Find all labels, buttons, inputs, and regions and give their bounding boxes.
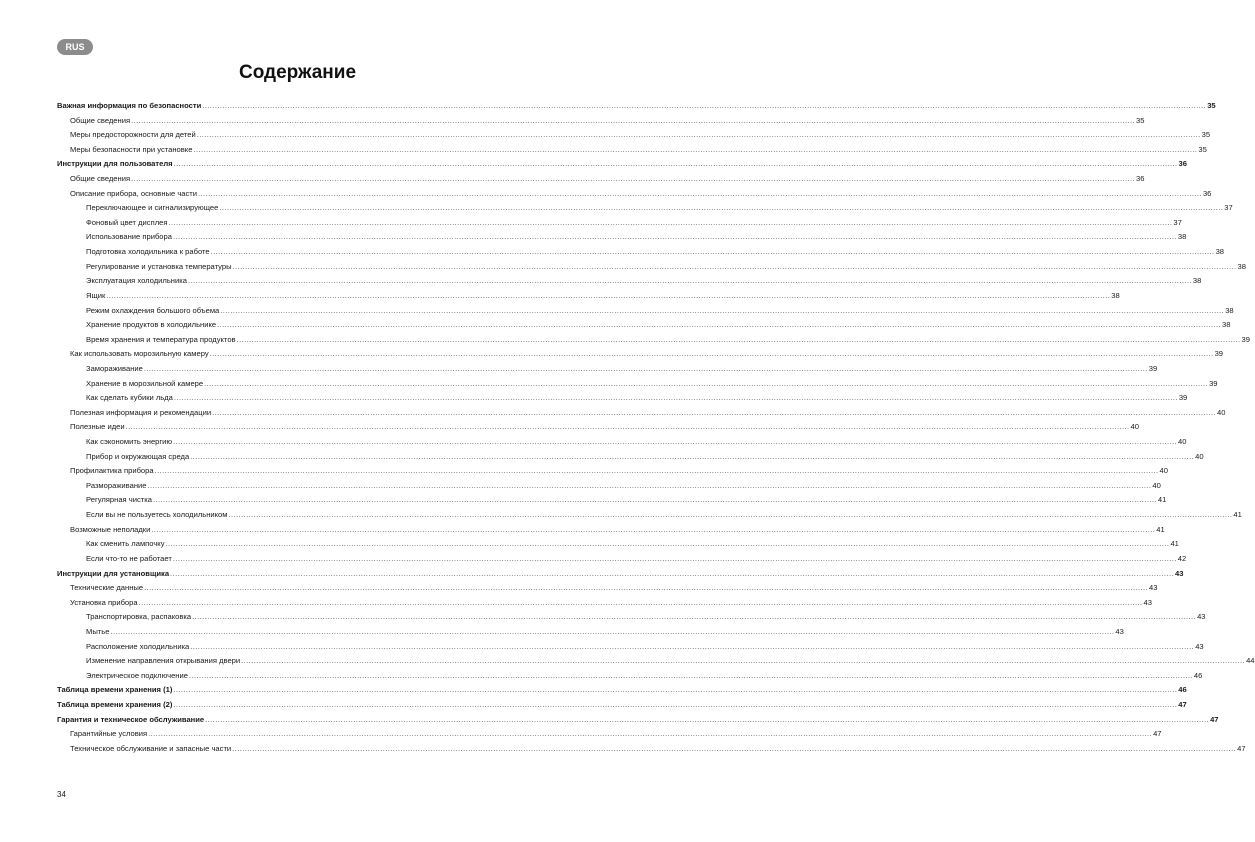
toc-entry-page: 36 [1178,159,1187,169]
toc-entry[interactable] [57,567,1184,582]
toc-entry-page: 35 [1201,130,1211,140]
toc-entry[interactable] [57,362,1158,377]
toc-entry-page: 36 [1202,188,1212,198]
toc-entry[interactable] [57,654,1255,669]
toc-entry[interactable] [57,669,1203,684]
toc-entry-title: Инструкции для пользователя [57,159,173,169]
toc-entry-page: 39 [1178,393,1188,403]
toc-entry-title: Полезная информация и рекомендации [70,407,212,417]
toc-entry-title: Общие сведения [70,174,131,184]
toc-entry[interactable] [57,216,1182,231]
toc-dot-leader: ................................................................................................................................................................................................................................................................................................................................................................................................................ [152,495,1157,505]
toc-entry-title: Ящик [86,290,106,300]
language-badge: RUS [57,39,93,55]
toc-entry-title: Подготовка холодильника к работе [86,247,210,257]
toc-entry-title: Использование прибора [86,232,172,242]
toc-entry[interactable] [57,289,1120,304]
toc-dot-leader: ................................................................................................................................................................................................................................................................................................................................................................................................................ [110,626,1115,636]
toc-entry-title: Мытье [86,626,110,636]
toc-entry-title: Если вы не пользуетесь холодильником [86,510,228,520]
toc-entry-page: 44 [1246,656,1255,666]
toc-entry-page: 43 [1197,612,1206,622]
toc-entry-page: 47 [1210,714,1219,724]
toc-entry-page: 38 [1222,320,1231,330]
toc-entry-page: 43 [1174,568,1184,578]
toc-entry-title: Важная информация по безопасности [57,101,202,110]
toc-entry[interactable] [57,347,1224,362]
toc-dot-leader: ................................................................................................................................................................................................................................................................................................................................................................................................................ [236,334,1241,344]
toc-entry-title: Хранение в морозильной камере [86,378,204,388]
toc-entry-title: Транспортировка, распаковка [86,612,192,622]
toc-entry-page: 38 [1215,247,1225,257]
toc-entry[interactable] [57,260,1246,275]
toc-dot-leader: ................................................................................................................................................................................................................................................................................................................................................................................................................ [232,261,1237,271]
page-number: 34 [57,790,66,799]
toc-entry[interactable] [57,625,1124,640]
toc-dot-leader: ................................................................................................................................................................................................................................................................................................................................................................................................................ [143,363,1148,373]
toc-entry[interactable] [57,713,1219,728]
toc-entry-page: 47 [1178,699,1187,709]
toc-entry[interactable] [57,274,1202,289]
toc-entry-page: 36 [1136,174,1145,184]
toc-dot-leader: ................................................................................................................................................................................................................................................................................................................................................................................................................ [220,305,1225,315]
toc-entry-title: Меры предосторожности для детей [70,130,196,140]
toc-entry[interactable] [57,187,1212,202]
toc-dot-leader: ................................................................................................................................................................................................................................................................................................................................................................................................................ [138,597,1143,607]
toc-dot-leader: ................................................................................................................................................................................................................................................................................................................................................................................................................ [219,203,1224,213]
toc-dot-leader: ................................................................................................................................................................................................................................................................................................................................................................................................................ [187,276,1192,286]
toc-entry-title: Меры безопасности при установке [70,144,193,154]
toc-dot-leader: ................................................................................................................................................................................................................................................................................................................................................................................................................ [170,568,1174,578]
toc-entry-page: 38 [1111,290,1120,300]
toc-entry-page: 40 [1130,422,1139,432]
toc-entry-title: Размораживание [86,480,147,490]
toc-entry-title: Регулирование и установка температуры [86,261,232,271]
toc-entry-page: 39 [1214,349,1224,359]
toc-dot-leader: ................................................................................................................................................................................................................................................................................................................................................................................................................ [217,320,1222,330]
toc-entry-page: 43 [1115,626,1124,636]
table-of-contents [57,99,1255,756]
toc-entry-title: Гарантийные условия [70,729,148,739]
toc-entry[interactable] [57,596,1152,611]
toc-entry-page: 40 [1195,451,1204,461]
toc-entry-page: 43 [1143,597,1152,607]
toc-entry-page: 40 [1178,437,1187,447]
toc-entry-page: 41 [1156,524,1165,534]
toc-entry-page: 46 [1193,670,1203,680]
toc-entry[interactable] [57,537,1179,552]
toc-entry-title: Изменение направления открывания двери [86,656,241,666]
toc-entry-title: Электрическое подключение [86,670,188,680]
toc-entry-page: 39 [1148,363,1158,373]
toc-dot-leader: ................................................................................................................................................................................................................................................................................................................................................................................................................ [193,144,1198,154]
toc-entry-title: Как сделать кубики льда [86,393,173,403]
toc-entry-page: 40 [1159,466,1168,476]
toc-dot-leader: ................................................................................................................................................................................................................................................................................................................................................................................................................ [125,422,1130,432]
toc-entry-page: 46 [1178,685,1187,695]
toc-dot-leader: ................................................................................................................................................................................................................................................................................................................................................................................................................ [209,349,1214,359]
toc-dot-leader: ................................................................................................................................................................................................................................................................................................................................................................................................................ [205,714,1210,724]
toc-entry-title: Техническое обслуживание и запасные части [70,743,232,753]
toc-entry-title: Профилактика прибора [70,466,154,476]
toc-entry-page: 35 [1207,101,1216,110]
toc-entry[interactable] [57,420,1139,435]
toc-entry[interactable] [57,508,1242,523]
toc-entry-page: 37 [1173,217,1182,227]
toc-entry[interactable] [57,610,1206,625]
toc-entry-title: Переключающее и сигнализирующее [86,203,219,213]
toc-dot-leader: ................................................................................................................................................................................................................................................................................................................................................................................................................ [144,583,1149,593]
toc-entry[interactable] [57,493,1167,508]
toc-dot-leader: ................................................................................................................................................................................................................................................................................................................................................................................................................ [198,188,1202,198]
toc-entry-title: Регулярная чистка [86,495,152,505]
toc-entry[interactable] [57,552,1187,567]
toc-entry[interactable] [57,318,1231,333]
toc-entry-title: Прибор и окружающая среда [86,451,190,461]
toc-entry-page: 39 [1209,378,1218,388]
toc-entry[interactable] [57,230,1187,245]
toc-entry-title: Замораживание [86,363,143,373]
toc-dot-leader: ................................................................................................................................................................................................................................................................................................................................................................................................................ [232,743,1237,753]
toc-entry-title: Режим охлаждения большого объема [86,305,220,315]
toc-dot-leader: ................................................................................................................................................................................................................................................................................................................................................................................................................ [172,232,1177,242]
toc-dot-leader: ................................................................................................................................................................................................................................................................................................................................................................................................................ [154,466,1159,476]
toc-dot-leader: ................................................................................................................................................................................................................................................................................................................................................................................................................ [212,407,1216,417]
toc-entry[interactable] [57,450,1204,465]
toc-entry-title: Расположение холодильника [86,641,190,651]
toc-entry-title: Таблица времени хранения (2) [57,699,173,709]
toc-entry[interactable] [57,128,1211,143]
toc-entry-page: 38 [1177,232,1187,242]
toc-entry-page: 38 [1192,276,1202,286]
toc-dot-leader: ................................................................................................................................................................................................................................................................................................................................................................................................................ [173,159,1178,169]
toc-entry-title: Фоновый цвет дисплея [86,217,168,227]
toc-dot-leader: ................................................................................................................................................................................................................................................................................................................................................................................................................ [147,480,1152,490]
toc-entry-page: 47 [1153,729,1162,739]
toc-entry-page: 38 [1225,305,1234,315]
toc-entry-page: 38 [1237,261,1246,271]
toc-entry-title: Как использовать морозильную камеру [70,349,209,359]
toc-entry-page: 41 [1157,495,1167,505]
toc-entry-page: 35 [1136,115,1145,125]
toc-entry-title: Возможные неполадки [70,524,151,534]
toc-entry-page: 43 [1195,641,1204,651]
toc-entry[interactable] [57,464,1168,479]
toc-entry[interactable] [57,304,1234,319]
toc-dot-leader: ................................................................................................................................................................................................................................................................................................................................................................................................................ [210,247,1215,257]
toc-entry-title: Установка прибора [70,597,138,607]
toc-dot-leader: ................................................................................................................................................................................................................................................................................................................................................................................................................ [228,510,1233,520]
toc-entry-page: 40 [1217,407,1226,417]
toc-entry[interactable] [57,581,1158,596]
toc-entry[interactable] [57,157,1187,172]
toc-entry[interactable] [57,727,1162,742]
toc-dot-leader: ................................................................................................................................................................................................................................................................................................................................................................................................................ [173,699,1178,709]
toc-entry[interactable] [57,523,1165,538]
toc-entry[interactable] [57,333,1250,348]
toc-dot-leader: ................................................................................................................................................................................................................................................................................................................................................................................................................ [241,656,1246,666]
toc-entry-page: 40 [1152,480,1161,490]
toc-dot-leader: ................................................................................................................................................................................................................................................................................................................................................................................................................ [173,685,1178,695]
toc-entry-title: Инструкции для установщика [57,568,170,578]
toc-entry-title: Как сэкономить энергию [86,437,173,447]
toc-entry[interactable] [57,114,1145,129]
toc-entry[interactable] [57,377,1218,392]
toc-dot-leader: ................................................................................................................................................................................................................................................................................................................................................................................................................ [148,729,1153,739]
toc-entry[interactable] [57,640,1204,655]
toc-entry-page: 35 [1198,144,1207,154]
toc-dot-leader: ................................................................................................................................................................................................................................................................................................................................................................................................................ [173,393,1178,403]
page-title: Содержание [238,62,357,83]
toc-dot-leader: ................................................................................................................................................................................................................................................................................................................................................................................................................ [165,539,1170,549]
toc-entry-title: Хранение продуктов в холодильнике [86,320,217,330]
toc-entry[interactable] [57,683,1187,698]
toc-entry[interactable] [57,201,1233,216]
toc-dot-leader: ................................................................................................................................................................................................................................................................................................................................................................................................................ [168,217,1173,227]
toc-dot-leader: ................................................................................................................................................................................................................................................................................................................................................................................................................ [172,553,1177,563]
toc-entry[interactable] [57,391,1188,406]
toc-entry-page: 39 [1241,334,1250,344]
toc-entry-page: 37 [1224,203,1233,213]
toc-dot-leader: ................................................................................................................................................................................................................................................................................................................................................................................................................ [106,290,1111,300]
toc-dot-leader: ................................................................................................................................................................................................................................................................................................................................................................................................................ [131,174,1136,184]
toc-entry-title: Технические данные [70,583,144,593]
toc-dot-leader: ................................................................................................................................................................................................................................................................................................................................................................................................................ [202,101,1207,110]
toc-dot-leader: ................................................................................................................................................................................................................................................................................................................................................................................................................ [204,378,1209,388]
toc-dot-leader: ................................................................................................................................................................................................................................................................................................................................................................................................................ [151,524,1156,534]
toc-entry-title: Время хранения и температура продуктов [86,334,236,344]
toc-entry[interactable] [57,406,1226,421]
toc-dot-leader: ................................................................................................................................................................................................................................................................................................................................................................................................................ [131,115,1136,125]
toc-entry[interactable] [57,742,1246,757]
toc-entry-title: Описание прибора, основные части [70,188,198,198]
toc-dot-leader: ................................................................................................................................................................................................................................................................................................................................................................................................................ [188,670,1193,680]
toc-entry-title: Общие сведения [70,115,131,125]
toc-entry[interactable] [57,99,1216,114]
toc-entry[interactable] [57,698,1187,713]
toc-entry-title: Полезные идеи [70,422,125,432]
toc-entry-page: 42 [1177,553,1187,563]
toc-entry-page: 41 [1170,539,1179,549]
toc-entry-page: 47 [1237,743,1246,753]
toc-dot-leader: ................................................................................................................................................................................................................................................................................................................................................................................................................ [190,451,1195,461]
toc-dot-leader: ................................................................................................................................................................................................................................................................................................................................................................................................................ [196,130,1201,140]
toc-entry-title: Гарантия и техническое обслуживание [57,714,205,724]
toc-entry-page: 43 [1149,583,1158,593]
toc-entry-page: 41 [1233,510,1242,520]
toc-entry[interactable] [57,143,1207,158]
toc-entry[interactable] [57,435,1187,450]
toc-entry[interactable] [57,172,1145,187]
toc-dot-leader: ................................................................................................................................................................................................................................................................................................................................................................................................................ [192,612,1197,622]
toc-entry[interactable] [57,479,1161,494]
toc-entry-title: Если что-то не работает [86,553,172,563]
toc-entry-title: Как сменить лампочку [86,539,165,549]
toc-entry-title: Таблица времени хранения (1) [57,685,173,695]
toc-entry[interactable] [57,245,1225,260]
toc-dot-leader: ................................................................................................................................................................................................................................................................................................................................................................................................................ [173,437,1178,447]
toc-dot-leader: ................................................................................................................................................................................................................................................................................................................................................................................................................ [190,641,1195,651]
toc-entry-title: Эксплуатация холодильника [86,276,187,286]
